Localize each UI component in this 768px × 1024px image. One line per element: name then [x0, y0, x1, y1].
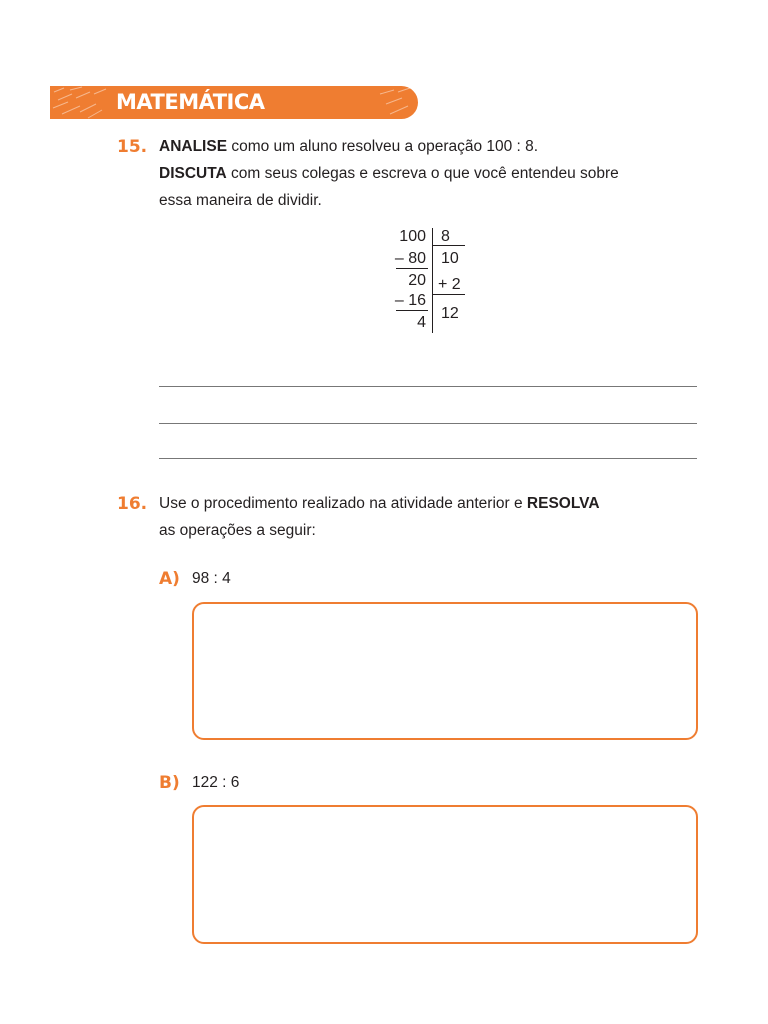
division-subtraction-2: – 16	[394, 292, 426, 309]
answer-line-3[interactable]	[159, 458, 697, 459]
division-final-remainder: 4	[417, 314, 426, 331]
question-16-number: 16.	[117, 494, 148, 514]
subtraction-1-line	[396, 268, 428, 269]
quotient-sum-line	[432, 294, 465, 295]
division-subtraction-1: – 80	[394, 250, 426, 267]
subject-title: MATEMÁTICA	[116, 90, 265, 114]
q15-line2: com seus colegas e escreva o que você entendeu sobre	[226, 165, 619, 182]
subtraction-2-line	[396, 310, 428, 311]
subject-banner	[50, 86, 418, 119]
item-b-answer-box[interactable]	[192, 805, 698, 944]
item-a-letter: A)	[159, 569, 180, 589]
division-divisor: 8	[441, 228, 450, 245]
question-15-number: 15.	[117, 137, 148, 157]
q15-line3: essa maneira de dividir.	[159, 192, 322, 209]
division-quotient: 12	[441, 305, 459, 322]
division-remainder-1: 20	[408, 272, 426, 289]
q16-line2: as operações a seguir:	[159, 522, 316, 539]
divisor-underline	[432, 245, 465, 246]
q15-keyword-discuta: DISCUTA	[159, 165, 227, 182]
question-16-text	[159, 490, 719, 544]
question-15-text	[159, 133, 719, 214]
division-vertical-bar	[432, 228, 433, 333]
long-division	[388, 226, 478, 336]
q15-line1: como um aluno resolveu a operação 100 : 8.	[227, 138, 539, 155]
answer-line-1[interactable]	[159, 386, 697, 387]
division-partial-quotient-1: 10	[441, 250, 459, 267]
division-partial-quotient-2: + 2	[438, 276, 461, 293]
item-b-operation: 122 : 6	[192, 774, 240, 791]
answer-line-2[interactable]	[159, 423, 697, 424]
item-b-letter: B)	[159, 773, 180, 793]
item-a-answer-box[interactable]	[192, 602, 698, 740]
item-a-operation: 98 : 4	[192, 570, 231, 587]
q16-line1: Use o procedimento realizado na atividade anterior e	[159, 495, 527, 512]
q16-keyword-resolva: RESOLVA	[526, 495, 600, 512]
division-dividend: 100	[399, 228, 426, 245]
q15-keyword-analise: ANALISE	[159, 138, 228, 155]
